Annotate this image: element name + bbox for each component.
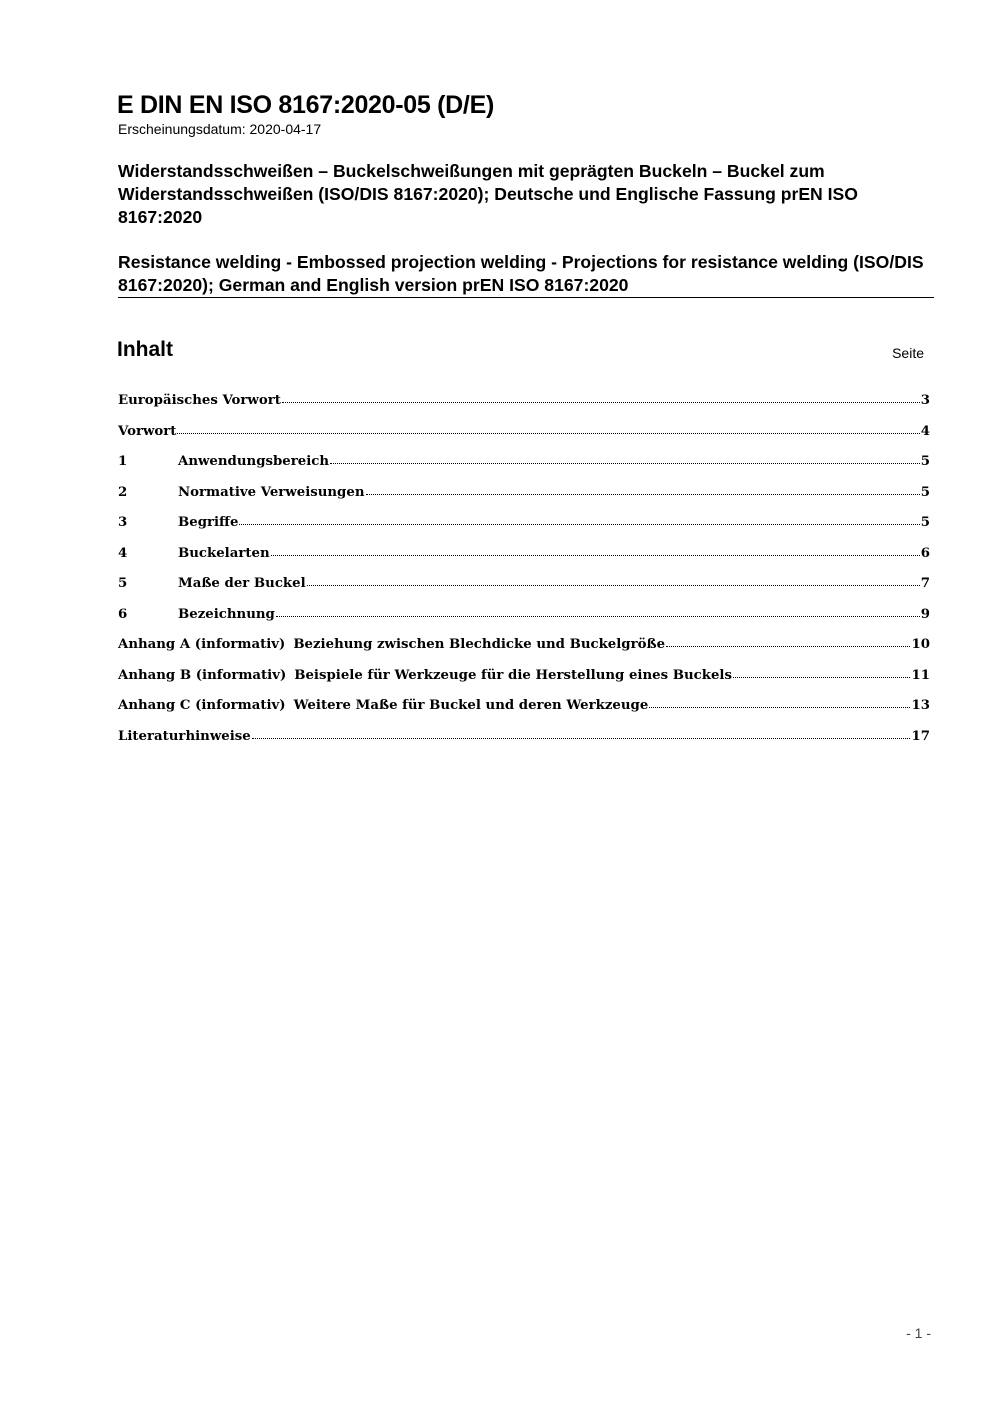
toc-entry-annex-label: Anhang C (informativ) xyxy=(118,698,286,713)
toc-entry-page: 7 xyxy=(920,576,930,591)
toc-entry-text: Beispiele für Werkzeuge für die Herstellung eines Buckels xyxy=(294,667,732,683)
toc-entry-page: 17 xyxy=(911,728,930,744)
toc-entry[interactable] xyxy=(118,637,930,668)
toc-entry-title xyxy=(118,393,281,408)
toc-entry-number: 4 xyxy=(118,545,128,561)
toc-entry-text: Literaturhinweise xyxy=(118,728,251,744)
toc-entry-title xyxy=(178,485,365,500)
toc-entry-text: Bezeichnung xyxy=(178,606,275,622)
toc-entry[interactable] xyxy=(118,515,930,546)
toc-entry-text: Maße der Buckel xyxy=(178,576,306,591)
toc-dot-leader xyxy=(666,646,910,647)
toc-dot-leader xyxy=(239,524,919,525)
toc-entry-page: 5 xyxy=(920,515,930,530)
toc-entry-annex-label: Anhang B (informativ) xyxy=(118,667,287,683)
toc-entry-page: 3 xyxy=(920,393,930,408)
toc-entry-page: 13 xyxy=(911,698,930,713)
toc-entry-number: 1 xyxy=(118,454,128,469)
toc-entry-number: 5 xyxy=(118,576,128,591)
toc-entry-annex-label: Anhang A (informativ) xyxy=(118,637,286,652)
toc-entry-title xyxy=(178,515,238,530)
toc-entry-page: 5 xyxy=(920,454,930,469)
toc-entry-text: Anwendungsbereich xyxy=(178,454,330,469)
toc-dot-leader xyxy=(330,463,920,464)
toc-entry-title xyxy=(178,546,270,561)
title-german: Widerstandsschweißen – Buckelschweißungen mit geprägten Buckeln – Buckel zum Widerstandsschweißen (ISO/DIS 8167:2020); Deutsche und Englische Fassung prEN ISO 8167:2020 xyxy=(118,161,858,227)
toc-dot-leader xyxy=(366,494,920,495)
toc-entry-text: Beziehung zwischen Blechdicke und Buckelgröße xyxy=(293,637,666,652)
document-id: E DIN EN ISO 8167:2020-05 (D/E) xyxy=(117,91,494,119)
toc-entry-text: Europäisches Vorwort xyxy=(118,393,281,408)
toc-entry[interactable] xyxy=(118,393,930,424)
toc-dot-leader xyxy=(177,433,919,434)
toc-entry-page: 11 xyxy=(911,667,930,683)
toc-entry-text: Normative Verweisungen xyxy=(178,484,365,500)
toc-entry-title xyxy=(178,454,329,469)
toc-page-column-label: Seite xyxy=(892,345,924,361)
toc-entry-number: 6 xyxy=(118,606,128,622)
toc-entry-number: 2 xyxy=(118,484,128,500)
toc-heading: Inhalt xyxy=(117,338,173,361)
toc-entry[interactable] xyxy=(118,454,930,485)
toc-entry[interactable] xyxy=(118,546,930,577)
title-divider xyxy=(118,297,934,298)
toc-dot-leader xyxy=(307,585,920,586)
toc-dot-leader xyxy=(276,616,920,617)
toc-dot-leader xyxy=(733,677,911,678)
toc-entry[interactable] xyxy=(118,668,930,699)
toc-entry[interactable] xyxy=(118,698,930,729)
toc-dot-leader xyxy=(271,555,920,556)
toc-entry[interactable] xyxy=(118,607,930,638)
toc-entry[interactable] xyxy=(118,576,930,607)
toc-entry-title xyxy=(118,424,176,439)
table-of-contents xyxy=(118,393,930,759)
toc-dot-leader xyxy=(252,738,911,739)
toc-entry-title xyxy=(118,668,732,683)
toc-entry-text: Buckelarten xyxy=(178,545,270,561)
toc-entry[interactable] xyxy=(118,485,930,516)
toc-entry-title xyxy=(178,576,306,591)
toc-entry-page: 10 xyxy=(911,637,930,652)
toc-entry-title xyxy=(118,637,665,652)
toc-entry-text: Begriffe xyxy=(178,515,239,530)
toc-entry-page: 5 xyxy=(920,484,930,500)
toc-entry-number: 3 xyxy=(118,515,128,530)
toc-entry-text: Weitere Maße für Buckel und deren Werkzeuge xyxy=(293,698,649,713)
toc-entry-title xyxy=(118,698,648,713)
toc-entry-page: 4 xyxy=(920,423,930,439)
toc-entry[interactable] xyxy=(118,424,930,455)
toc-entry-title xyxy=(178,607,275,622)
toc-entry-text: Vorwort xyxy=(118,423,177,439)
toc-entry-page: 6 xyxy=(920,545,930,561)
toc-dot-leader xyxy=(649,707,910,708)
toc-entry-title xyxy=(118,729,251,744)
toc-entry[interactable] xyxy=(118,729,930,760)
page-number: - 1 - xyxy=(906,1325,931,1341)
title-english: Resistance welding - Embossed projection welding - Projections for resistance welding (ISO/DIS 8167:2020); German and English version prEN ISO 8167:2020 xyxy=(118,252,924,295)
toc-dot-leader xyxy=(282,402,920,403)
publication-date: Erscheinungsdatum: 2020-04-17 xyxy=(118,121,322,137)
toc-entry-page: 9 xyxy=(920,606,930,622)
